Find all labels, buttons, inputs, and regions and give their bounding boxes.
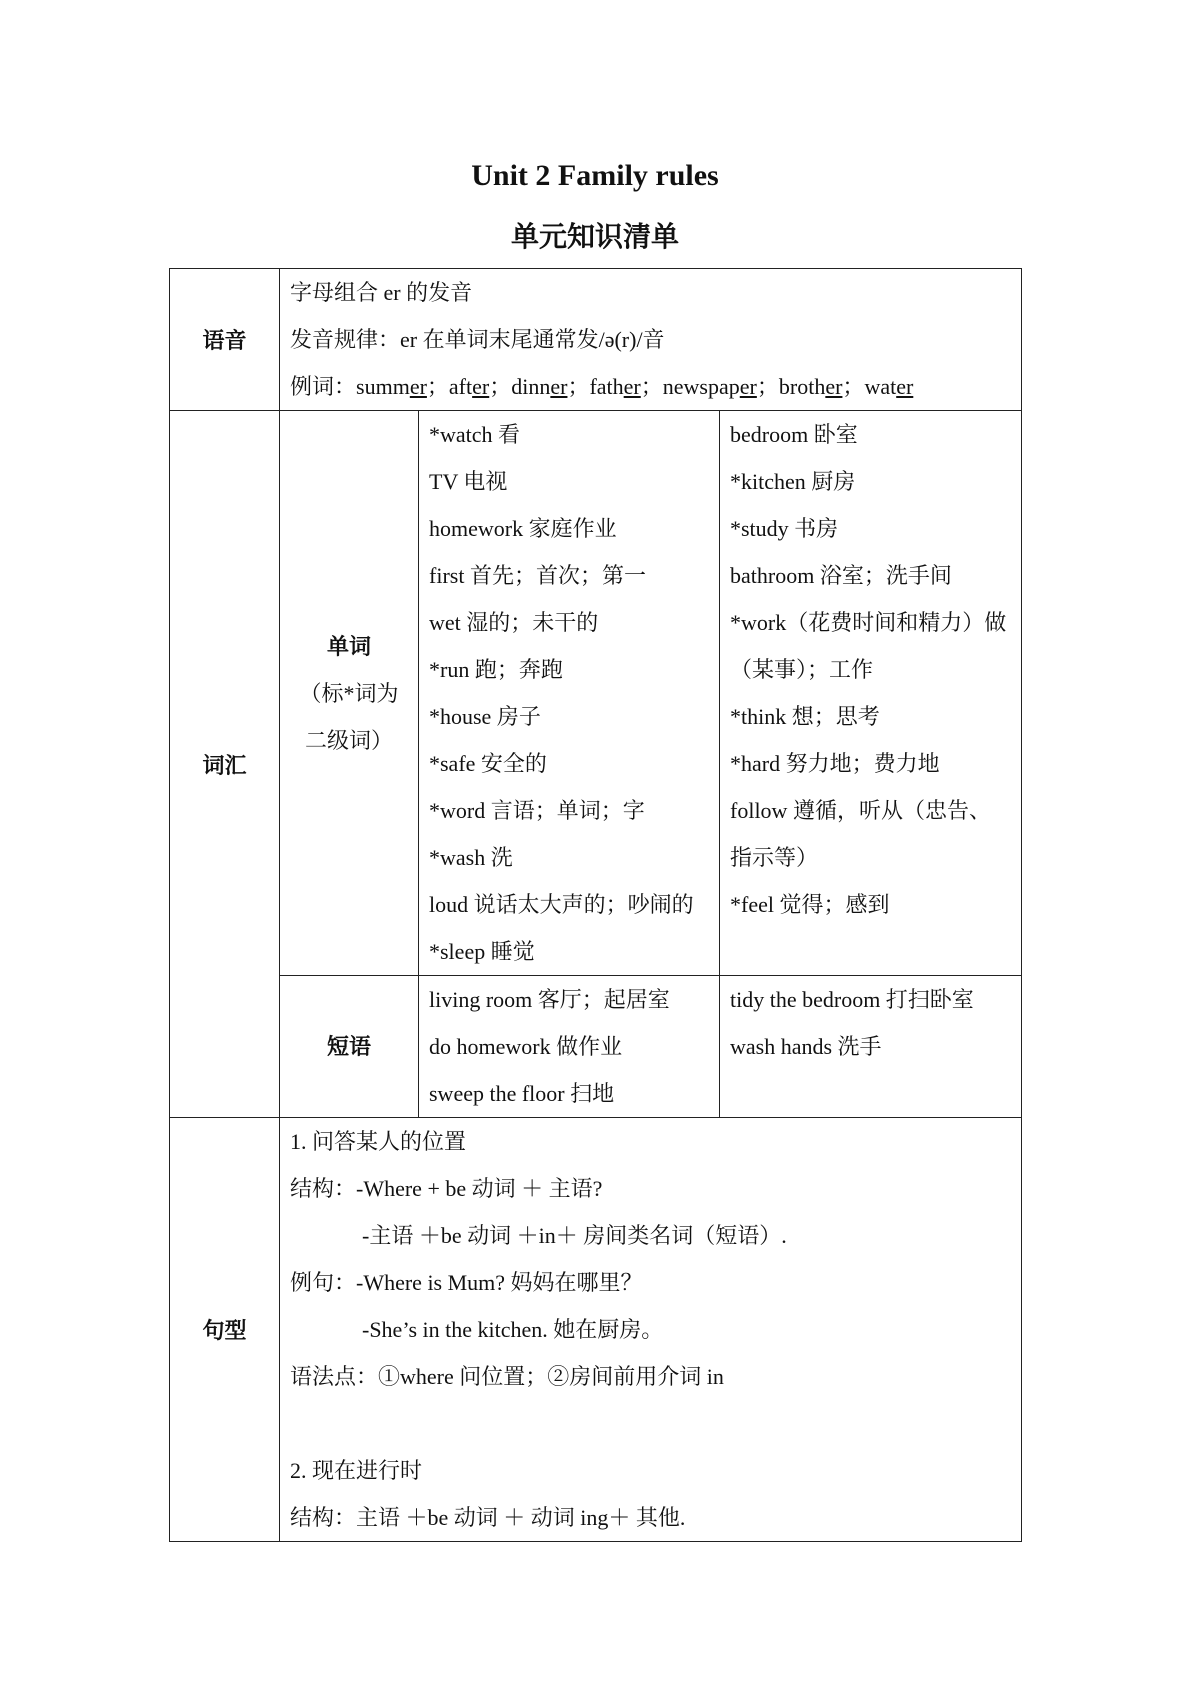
vocab-word-item: first 首先；首次；第一 xyxy=(429,563,646,588)
vocab-word-item: wet 湿的；未干的 xyxy=(429,610,599,635)
vocab-phrase-item: tidy the bedroom 打扫卧室 xyxy=(730,987,974,1012)
example-word: newspaper； xyxy=(662,374,779,399)
vocab-word-item: *sleep 睡觉 xyxy=(429,939,535,964)
sentence-line: 结构：主语 ＋be 动词 ＋ 动词 ing＋ 其他. xyxy=(290,1505,686,1530)
example-word: summer； xyxy=(356,374,449,399)
vocab-word-item: *run 跑；奔跑 xyxy=(429,657,563,682)
pronunciation-heading: 语音 xyxy=(170,269,280,411)
document-subtitle: 单元知识清单 xyxy=(510,222,679,253)
vocab-word-item: *wash 洗 xyxy=(429,845,513,870)
sentences-content xyxy=(280,1118,1022,1542)
vocab-word-item: *safe 安全的 xyxy=(429,751,547,776)
vocab-word-item: loud 说话太大声的；吵闹的 xyxy=(429,892,694,917)
vocab-word-item: TV 电视 xyxy=(429,469,508,494)
vocab-word-item: *think 想；思考 xyxy=(730,704,880,729)
sentence-line: 1. 问答某人的位置 xyxy=(290,1129,467,1154)
document-title: Unit 2 Family rules xyxy=(471,159,719,192)
sentence-line: 结构：-Where + be 动词 ＋ 主语? xyxy=(290,1176,603,1201)
sentence-line: 语法点：①where 问位置；②房间前用介词 in xyxy=(290,1364,724,1389)
words-note-line2: 二级词） xyxy=(304,727,393,753)
words-subheading xyxy=(280,411,419,976)
vocab-word-item: *kitchen 厨房 xyxy=(730,469,856,494)
vocab-word-item: *word 言语；单词；字 xyxy=(429,798,645,823)
sentence-line: -She’s in the kitchen. 她在厨房。 xyxy=(362,1317,664,1342)
pronunciation-row xyxy=(170,269,1022,411)
pronunciation-content xyxy=(280,269,1022,411)
vocab-word-item: *feel 觉得；感到 xyxy=(730,892,890,917)
sentences-heading: 句型 xyxy=(170,1118,280,1542)
sentence-line xyxy=(290,1400,1011,1447)
words-column-2 xyxy=(720,411,1022,976)
example-word: water xyxy=(864,374,914,399)
vocab-phrase-item: sweep the floor 扫地 xyxy=(429,1081,615,1106)
phrases-subheading xyxy=(280,976,419,1118)
sentences-row xyxy=(170,1118,1022,1542)
words-column-1 xyxy=(419,411,720,976)
phrases-column-2 xyxy=(720,976,1022,1118)
vocab-word-item: *study 书房 xyxy=(730,516,839,541)
example-word: father； xyxy=(589,374,663,399)
vocabulary-words-row xyxy=(170,411,1022,976)
example-word: dinner； xyxy=(511,374,590,399)
pronunciation-rule: 发音规律：er 在单词末尾通常发/ə(r)/音 xyxy=(290,327,665,352)
example-word: after； xyxy=(448,374,512,399)
knowledge-table xyxy=(169,268,1022,1542)
phrases-column-1 xyxy=(419,976,720,1118)
vocab-word-item: homework 家庭作业 xyxy=(429,516,617,541)
pronunciation-examples xyxy=(290,363,1011,410)
sentence-line: 例句：-Where is Mum? 妈妈在哪里？ xyxy=(290,1270,643,1295)
words-label: 单词 xyxy=(326,633,371,659)
vocab-word-item: *watch 看 xyxy=(429,422,521,447)
words-note-line1: （标*词为 xyxy=(299,680,399,706)
vocab-word-item: follow 遵循，听从（忠告、指示等） xyxy=(730,798,991,870)
vocab-word-item: bedroom 卧室 xyxy=(730,422,858,447)
vocab-phrase-item: do homework 做作业 xyxy=(429,1034,623,1059)
sentence-line: 2. 现在进行时 xyxy=(290,1458,423,1483)
vocab-phrase-item: wash hands 洗手 xyxy=(730,1034,882,1059)
pronunciation-topic: 字母组合 er 的发音 xyxy=(290,280,473,305)
phrases-label: 短语 xyxy=(326,1034,371,1059)
examples-label: 例词： xyxy=(290,374,357,399)
vocab-word-item: *house 房子 xyxy=(429,704,541,729)
vocab-word-item: bathroom 浴室；洗手间 xyxy=(730,563,952,588)
sentence-line: -主语 ＋be 动词 ＋in＋ 房间类名词（短语）. xyxy=(362,1223,787,1248)
vocab-phrase-item: living room 客厅；起居室 xyxy=(429,987,670,1012)
vocabulary-phrases-row xyxy=(170,976,1022,1118)
vocab-word-item: *work（花费时间和精力）做（某事）；工作 xyxy=(730,610,1007,682)
vocab-word-item: *hard 努力地；费力地 xyxy=(730,751,940,776)
vocabulary-heading: 词汇 xyxy=(170,411,280,1118)
example-words xyxy=(356,374,913,399)
example-word: brother； xyxy=(778,374,865,399)
